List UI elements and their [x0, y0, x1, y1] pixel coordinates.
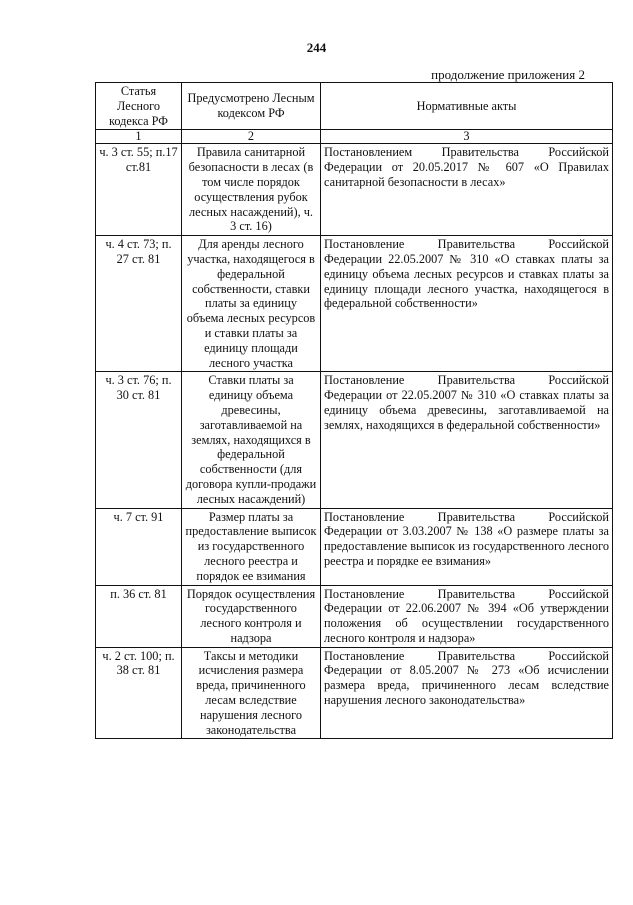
table-row [96, 372, 613, 508]
act-cell: Постановление Правительства Российской Федерации от 22.06.2007 № 394 «Об утверждении положения об осуществлении государственного лесного контроля и надзора» [321, 585, 613, 647]
column-number: 1 [96, 130, 182, 144]
article-cell: ч. 3 ст. 76; п. 30 ст. 81 [96, 372, 182, 508]
column-number-row [96, 130, 613, 144]
article-cell: п. 36 ст. 81 [96, 585, 182, 647]
provided-cell: Для аренды лесного участка, находящегося в федеральной собственности, ставки платы за единицу объема лесных ресурсов и ставки платы за единицу площади лесного участка [182, 236, 321, 372]
header-acts: Нормативные акты [321, 83, 613, 130]
act-cell: Постановление Правительства Российской Федерации 22.05.2007 № 310 «О ставках платы за единицу объема лесных ресурсов и ставках платы за единицу площади лесного участка, находящегося в федеральной собственности» [321, 236, 613, 372]
provided-cell: Ставки платы за единицу объема древесины, заготавливаемой на землях, находящихся в федеральной собственности (для договора купли-продажи лесных насаждений) [182, 372, 321, 508]
article-cell: ч. 4 ст. 73; п. 27 ст. 81 [96, 236, 182, 372]
page-number: 244 [306, 40, 327, 55]
continuation-note: продолжение приложения 2 [431, 67, 585, 82]
table-row [96, 508, 613, 585]
act-cell: Постановление Правительства Российской Федерации от 8.05.2007 № 273 «Об исчислении размера вреда, причиненного лесам вследствие нарушения лесного законодательства» [321, 647, 613, 739]
regulations-table [95, 82, 613, 739]
header-row [96, 83, 613, 130]
header-article: Статья Лесного кодекса РФ [96, 83, 182, 130]
article-cell: ч. 2 ст. 100; п. 38 ст. 81 [96, 647, 182, 739]
provided-cell: Таксы и методики исчисления размера вреда, причиненного лесам вследствие нарушения лесного законодательства [182, 647, 321, 739]
header-provided: Предусмотрено Лесным кодексом РФ [182, 83, 321, 130]
table-row [96, 236, 613, 372]
article-cell: ч. 7 ст. 91 [96, 508, 182, 585]
act-cell: Постановление Правительства Российской Федерации от 22.05.2007 № 310 «О ставках платы за единицу объема древесины, заготавливаемой на землях, находящихся в федеральной собственности» [321, 372, 613, 508]
act-cell: Постановление Правительства Российской Федерации от 3.03.2007 № 138 «О размере платы за предоставление выписок из государственного лесного реестра и порядке ее взимания» [321, 508, 613, 585]
table-row [96, 585, 613, 647]
act-cell: Постановлением Правительства Российской Федерации от 20.05.2017 № 607 «О Правилах санитарной безопасности в лесах» [321, 144, 613, 236]
article-cell: ч. 3 ст. 55; п.17 ст.81 [96, 144, 182, 236]
column-number: 3 [321, 130, 613, 144]
table-row [96, 144, 613, 236]
table-row [96, 647, 613, 739]
provided-cell: Размер платы за предоставление выписок из государственного лесного реестра и порядок ее взимания [182, 508, 321, 585]
provided-cell: Порядок осуществления государственного лесного контроля и надзора [182, 585, 321, 647]
column-number: 2 [182, 130, 321, 144]
provided-cell: Правила санитарной безопасности в лесах (в том числе порядок осуществления рубок лесных насаждений), ч. 3 ст. 16) [182, 144, 321, 236]
